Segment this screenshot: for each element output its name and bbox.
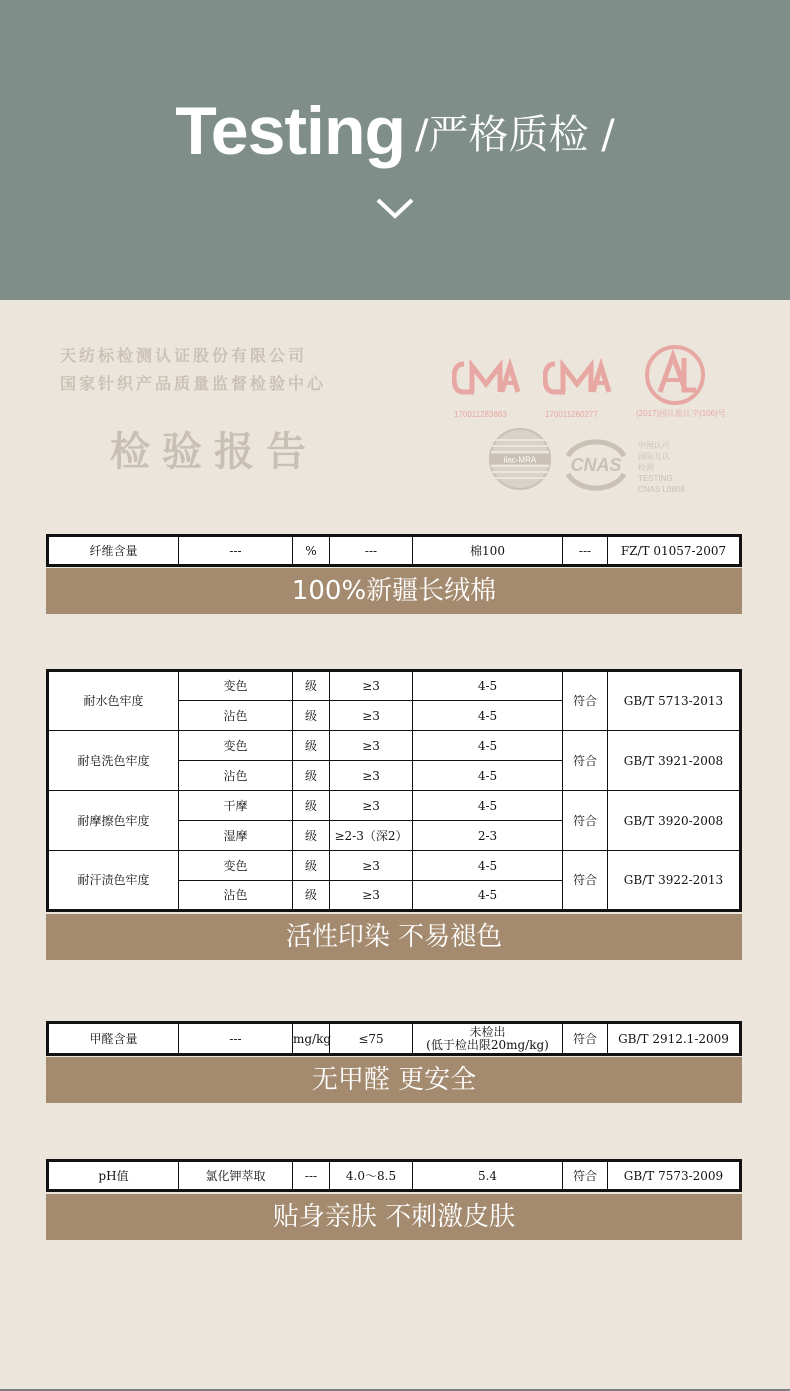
color-fastness-table: [46, 669, 742, 912]
item-cell: pH值: [48, 1161, 179, 1191]
ilac-mra-logo-icon: [488, 424, 552, 494]
sub-item-cell: 干摩: [179, 791, 293, 821]
result-value-cell: 4-5: [413, 671, 563, 701]
standard-cell: GB/T 3921-2008: [608, 731, 741, 791]
unit-cell: 级: [293, 731, 330, 761]
title-cn: /严格质检 /: [415, 111, 615, 158]
cma-number-2: 170011260277: [545, 410, 598, 419]
requirement-cell: ≥2-3（深2）: [330, 821, 413, 851]
cnas-text-line: CNAS L0808: [638, 485, 685, 494]
cma-logo-icon: [452, 356, 522, 406]
hero-header: [0, 0, 790, 300]
sub-item-cell: 沾色: [179, 761, 293, 791]
unit-cell: %: [293, 536, 330, 566]
unit-cell: 级: [293, 821, 330, 851]
page-title: [0, 92, 790, 170]
table-row: [48, 671, 741, 701]
cal-logo-icon: [642, 344, 708, 406]
requirement-cell: ≥3: [330, 791, 413, 821]
table-row: [48, 731, 741, 761]
org-line-1: 天纺标检测认证股份有限公司: [60, 346, 308, 365]
requirement-cell: ≤75: [330, 1023, 413, 1055]
result-line-1: 未检出: [469, 1024, 506, 1039]
title-en: Testing: [175, 93, 406, 169]
sub-item-cell: 湿摩: [179, 821, 293, 851]
ilac-label: ilac-MRA: [503, 455, 537, 465]
item-cell: 耐汗渍色牢度: [48, 851, 179, 911]
method-cell: 氯化钾萃取: [179, 1161, 293, 1191]
sub-item-cell: 沾色: [179, 881, 293, 911]
sub-item-cell: 变色: [179, 851, 293, 881]
result-line-2: (低于检出限20mg/kg): [426, 1037, 549, 1052]
requirement-cell: ≥3: [330, 881, 413, 911]
verdict-cell: 符合: [563, 731, 608, 791]
requirement-cell: ≥3: [330, 701, 413, 731]
table-row: [48, 536, 741, 566]
ph-table: [46, 1159, 742, 1192]
requirement-cell: ≥3: [330, 671, 413, 701]
item-cell: 纤维含量: [48, 536, 179, 566]
standard-cell: FZ/T 01057-2007: [608, 536, 741, 566]
result-value-cell: 4-5: [413, 791, 563, 821]
sub-item-cell: 变色: [179, 731, 293, 761]
item-cell: 甲醛含量: [48, 1023, 179, 1055]
cnas-logo-icon: [558, 434, 634, 496]
cma-logo-icon: [543, 356, 613, 406]
result-value-cell: 4-5: [413, 851, 563, 881]
result-value-cell: 4-5: [413, 701, 563, 731]
unit-cell: mg/kg: [293, 1023, 330, 1055]
verdict-cell: 符合: [563, 791, 608, 851]
standard-cell: GB/T 5713-2013: [608, 671, 741, 731]
unit-cell: 级: [293, 701, 330, 731]
verdict-cell: 符合: [563, 1023, 608, 1055]
result-value-cell: 4-5: [413, 731, 563, 761]
formaldehyde-table: [46, 1021, 742, 1056]
unit-cell: 级: [293, 881, 330, 911]
result-value-cell: 4-5: [413, 761, 563, 791]
standard-cell: GB/T 2912.1-2009: [608, 1023, 741, 1055]
verdict-cell: 符合: [563, 1161, 608, 1191]
org-line-2: 国家针织产品质量监督检验中心: [60, 374, 327, 393]
verdict-cell: 符合: [563, 851, 608, 911]
method-cell: ---: [179, 1023, 293, 1055]
method-cell: ---: [179, 536, 293, 566]
unit-cell: 级: [293, 851, 330, 881]
fiber-content-table: [46, 534, 742, 567]
result-value-cell: [413, 1023, 563, 1055]
standard-cell: GB/T 7573-2009: [608, 1161, 741, 1191]
report-title: 检验报告: [110, 428, 318, 475]
table-row: [48, 1161, 741, 1191]
cal-caption: (2017)国认监认字(106)号: [636, 409, 726, 418]
banner-dye: 活性印染 不易褪色: [46, 914, 742, 960]
cnas-text: [638, 440, 685, 495]
result-value-cell: 2-3: [413, 821, 563, 851]
table-row: [48, 791, 741, 821]
verdict-cell: 符合: [563, 671, 608, 731]
requirement-cell: ≥3: [330, 851, 413, 881]
result-value-cell: 4-5: [413, 881, 563, 911]
cnas-text-line: 中国认可: [638, 441, 670, 450]
item-cell: 耐水色牢度: [48, 671, 179, 731]
unit-cell: 级: [293, 761, 330, 791]
banner-cotton: 100%新疆长绒棉: [46, 568, 742, 614]
item-cell: 耐摩擦色牢度: [48, 791, 179, 851]
banner-ph: 贴身亲肤 不刺激皮肤: [46, 1194, 742, 1240]
unit-cell: 级: [293, 791, 330, 821]
result-value-cell: 5.4: [413, 1161, 563, 1191]
cnas-text-line: 国际互认: [638, 452, 670, 461]
requirement-cell: ≥3: [330, 731, 413, 761]
standard-cell: GB/T 3920-2008: [608, 791, 741, 851]
item-cell: 耐皂洗色牢度: [48, 731, 179, 791]
banner-formaldehyde: 无甲醛 更安全: [46, 1057, 742, 1103]
table-row: [48, 1023, 741, 1055]
requirement-cell: ≥3: [330, 761, 413, 791]
cnas-text-line: 检测: [638, 463, 654, 472]
sub-item-cell: 变色: [179, 671, 293, 701]
verdict-cell: ---: [563, 536, 608, 566]
cma-number-1: 170011283883: [454, 410, 507, 419]
chevron-down-icon: [374, 192, 416, 222]
requirement-cell: ---: [330, 536, 413, 566]
standard-cell: GB/T 3922-2013: [608, 851, 741, 911]
cnas-label: CNAS: [570, 455, 622, 475]
unit-cell: ---: [293, 1161, 330, 1191]
table-row: [48, 851, 741, 881]
result-value-cell: 棉100: [413, 536, 563, 566]
requirement-cell: 4.0～8.5: [330, 1161, 413, 1191]
sub-item-cell: 沾色: [179, 701, 293, 731]
unit-cell: 级: [293, 671, 330, 701]
cnas-text-line: TESTING: [638, 474, 673, 483]
